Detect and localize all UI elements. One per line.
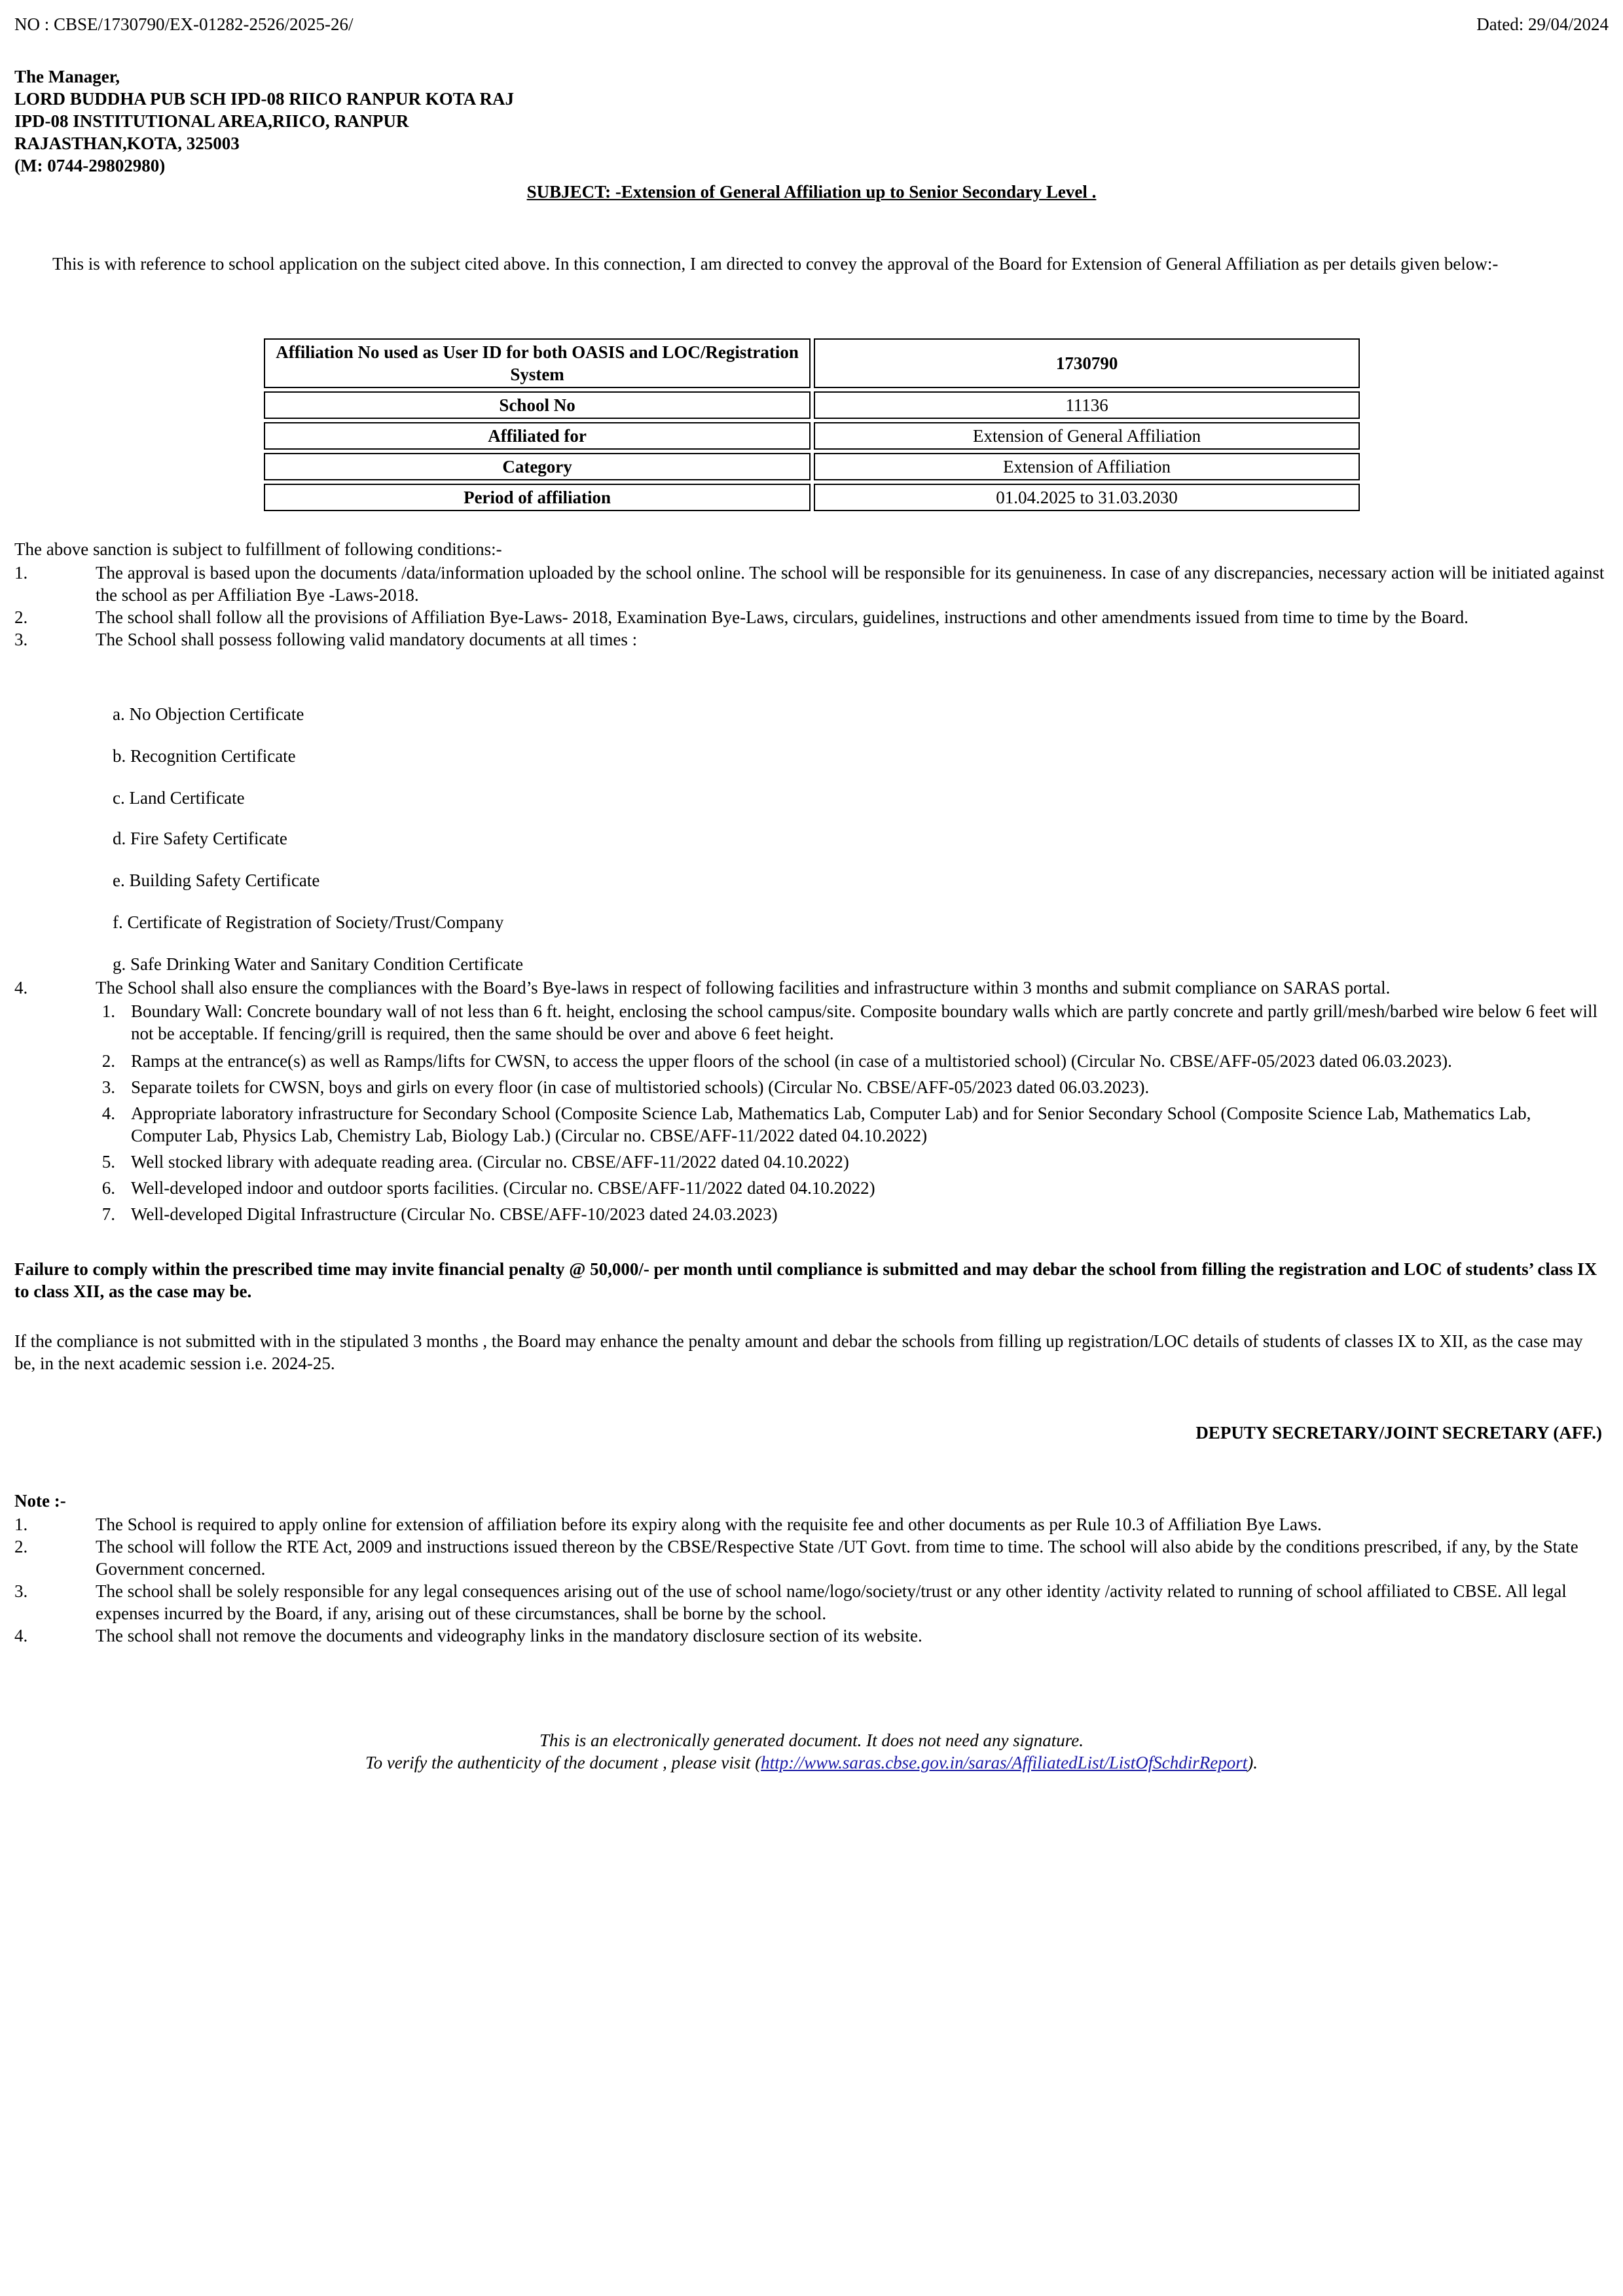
detail-value: 1730790 (814, 338, 1360, 388)
detail-label: Affiliation No used as User ID for both OASIS and LOC/Registration System (264, 338, 811, 388)
condition-item (14, 628, 1605, 651)
note-number: 1. (14, 1515, 28, 1534)
reference-number: NO : CBSE/1730790/EX-01282-2526/2025-26/ (14, 14, 354, 34)
detail-label: Affiliated for (264, 422, 811, 450)
facility-number: 5. (101, 1152, 115, 1172)
penalty-warning: Failure to comply within the prescribed time may invite financial penalty @ 50,000/- per month until compliance is submitted and may debar the school from filling the registration and LOC of students’ class IX to class XII, as the case may be. (14, 1259, 1597, 1301)
note-item (14, 1580, 1605, 1624)
document-item: e. Building Safety Certificate (113, 870, 320, 890)
facility-text: Well-developed indoor and outdoor sports facilities. (Circular no. CBSE/AFF-11/2022 dated 04.10.2022) (131, 1178, 875, 1198)
facility-item (96, 1203, 1601, 1225)
note-heading: Note :- (14, 1491, 66, 1511)
condition-item (14, 606, 1605, 628)
condition-number: 1. (14, 563, 28, 583)
condition-text: The School shall also ensure the compliances with the Board’s Bye-laws in respect of following facilities and infrastructure within 3 months and submit compliance on SARAS portal. (96, 978, 1391, 997)
table-row (264, 453, 1360, 480)
facility-number: 6. (101, 1178, 115, 1198)
note-text: The school will follow the RTE Act, 2009 and instructions issued thereon by the CBSE/Respective State /UT Govt. from time to time. The school will also abide by the conditions prescribed, if any, by the State Government concerned. (96, 1537, 1578, 1579)
facility-item (96, 1076, 1601, 1098)
detail-value: Extension of Affiliation (814, 453, 1360, 480)
facility-item (96, 1102, 1601, 1147)
subject-line: SUBJECT: -Extension of General Affiliation up to Senior Secondary Level . (526, 182, 1097, 202)
facility-number: 3. (101, 1077, 115, 1097)
note-text: The school shall be solely responsible for any legal consequences arising out of the use of school name/logo/society/trust or any other identity /activity related to running of school affiliated to CBSE. All legal expenses incurred by the Board, if any, arising out of these circumstances, shall be borne by the school. (96, 1581, 1567, 1623)
address-line: (M: 0744-29802980) (14, 156, 166, 175)
facility-text: Separate toilets for CWSN, boys and girls on every floor (in case of multistoried schools) (Circular No. CBSE/AFF-05/2023 dated 06.03.2023). (131, 1077, 1150, 1097)
electronic-document-notice: This is an electronically generated document. It does not need any signature. (539, 1731, 1084, 1750)
facility-number: 2. (101, 1051, 115, 1071)
intro-paragraph: This is with reference to school application on the subject cited above. In this connection, I am directed to convey the approval of the Board for Extension of General Affiliation as per details given below:- (52, 254, 1499, 274)
conditions-intro: The above sanction is subject to fulfillment of following conditions:- (14, 539, 502, 559)
table-row (264, 484, 1360, 511)
condition-number: 4. (14, 978, 28, 997)
facility-item (96, 1151, 1601, 1173)
document-item: g. Safe Drinking Water and Sanitary Condition Certificate (113, 954, 524, 974)
address-line: The Manager, (14, 67, 120, 86)
facility-text: Boundary Wall: Concrete boundary wall of not less than 6 ft. height, enclosing the school campus/site. Composite boundary walls which are partly concrete and partly grill/mesh/barbed wire below 6 feet will not be acceptable. If fencing/grill is required, then the same should be over and above 6 feet height. (131, 1001, 1598, 1043)
table-row (264, 338, 1360, 388)
condition-text: The School shall possess following valid mandatory documents at all times : (96, 630, 638, 649)
verification-line (0, 1751, 1623, 1774)
document-item: b. Recognition Certificate (113, 746, 296, 766)
facility-text: Ramps at the entrance(s) as well as Ramps/lifts for CWSN, to access the upper floors of the school (in case of a multistoried school) (Circular No. CBSE/AFF-05/2023 dated 06.03.2023). (131, 1051, 1452, 1071)
note-text: The school shall not remove the documents and videography links in the mandatory disclosure section of its website. (96, 1626, 922, 1645)
note-number: 2. (14, 1537, 28, 1556)
address-line: LORD BUDDHA PUB SCH IPD-08 RIICO RANPUR KOTA RAJ (14, 89, 515, 109)
document-item: d. Fire Safety Certificate (113, 829, 287, 848)
detail-value: 11136 (814, 391, 1360, 419)
note-text: The School is required to apply online for extension of affiliation before its expiry along with the requisite fee and other documents as per Rule 10.3 of Affiliation Bye Laws. (96, 1515, 1322, 1534)
facility-item (96, 1000, 1601, 1045)
notes-list (14, 1513, 1605, 1647)
condition-number: 2. (14, 607, 28, 627)
condition-item (14, 977, 1623, 999)
penalty-enhancement-paragraph: If the compliance is not submitted with in the stipulated 3 months , the Board may enhance the penalty amount and debar the schools from filling up registration/LOC details of students of classes IX to XII, as the case may be, in the next academic session i.e. 2024-25. (14, 1331, 1583, 1373)
detail-label: Period of affiliation (264, 484, 811, 511)
address-line: RAJASTHAN,KOTA, 325003 (14, 134, 240, 153)
detail-value: 01.04.2025 to 31.03.2030 (814, 484, 1360, 511)
conditions-list (14, 562, 1605, 651)
verification-link[interactable]: http://www.saras.cbse.gov.in/saras/AffiliatedList/ListOfSchdirReport (761, 1753, 1248, 1772)
detail-label: School No (264, 391, 811, 419)
detail-value: Extension of General Affiliation (814, 422, 1360, 450)
recipient-address (14, 65, 514, 177)
facility-number: 1. (101, 1001, 115, 1021)
document-item: f. Certificate of Registration of Society/Trust/Company (113, 912, 504, 932)
letter-date: Dated: 29/04/2024 (1476, 14, 1609, 34)
note-item (14, 1513, 1605, 1535)
reference-line (14, 13, 1609, 37)
verification-suffix: ). (1247, 1753, 1258, 1772)
document-item: a. No Objection Certificate (113, 704, 304, 724)
facility-text: Well-developed Digital Infrastructure (Circular No. CBSE/AFF-10/2023 dated 24.03.2023) (131, 1204, 778, 1224)
table-row (264, 422, 1360, 450)
condition-text: The approval is based upon the documents /data/information uploaded by the school online. The school will be responsible for its genuineness. In case of any discrepancies, necessary action will be initiated against the school as per Affiliation Bye -Laws-2018. (96, 563, 1605, 605)
verification-prefix: To verify the authenticity of the document , please visit ( (365, 1753, 761, 1772)
facility-item (96, 1177, 1601, 1199)
condition-item (14, 562, 1605, 606)
facility-item (96, 1050, 1601, 1072)
detail-label: Category (264, 453, 811, 480)
address-line: IPD-08 INSTITUTIONAL AREA,RIICO, RANPUR (14, 111, 409, 131)
facility-text: Appropriate laboratory infrastructure for Secondary School (Composite Science Lab, Mathematics Lab, Computer Lab) and for Senior Secondary School (Composite Science Lab, Mathematics Lab, Computer Lab, Physics Lab, Chemistry Lab, Biology Lab.) (Circular no. CBSE/AFF-11/2022 dated 04.10.2022) (131, 1103, 1531, 1145)
affiliation-details-table (261, 335, 1363, 514)
condition-number: 3. (14, 630, 28, 649)
facilities-list (96, 1000, 1601, 1225)
condition-text: The school shall follow all the provisions of Affiliation Bye-Laws- 2018, Examination Bye-Laws, circulars, guidelines, instructions and other amendments issued from time to time by the Board. (96, 607, 1468, 627)
note-item (14, 1624, 1605, 1647)
note-item (14, 1535, 1605, 1580)
footer (0, 1729, 1623, 1774)
note-number: 3. (14, 1581, 28, 1601)
facility-text: Well stocked library with adequate reading area. (Circular no. CBSE/AFF-11/2022 dated 04.10.2022) (131, 1152, 849, 1172)
note-number: 4. (14, 1626, 28, 1645)
signatory-designation: DEPUTY SECRETARY/JOINT SECRETARY (AFF.) (1195, 1423, 1602, 1443)
document-item: c. Land Certificate (113, 788, 245, 808)
facility-number: 4. (101, 1103, 115, 1123)
table-row (264, 391, 1360, 419)
facility-number: 7. (101, 1204, 115, 1224)
